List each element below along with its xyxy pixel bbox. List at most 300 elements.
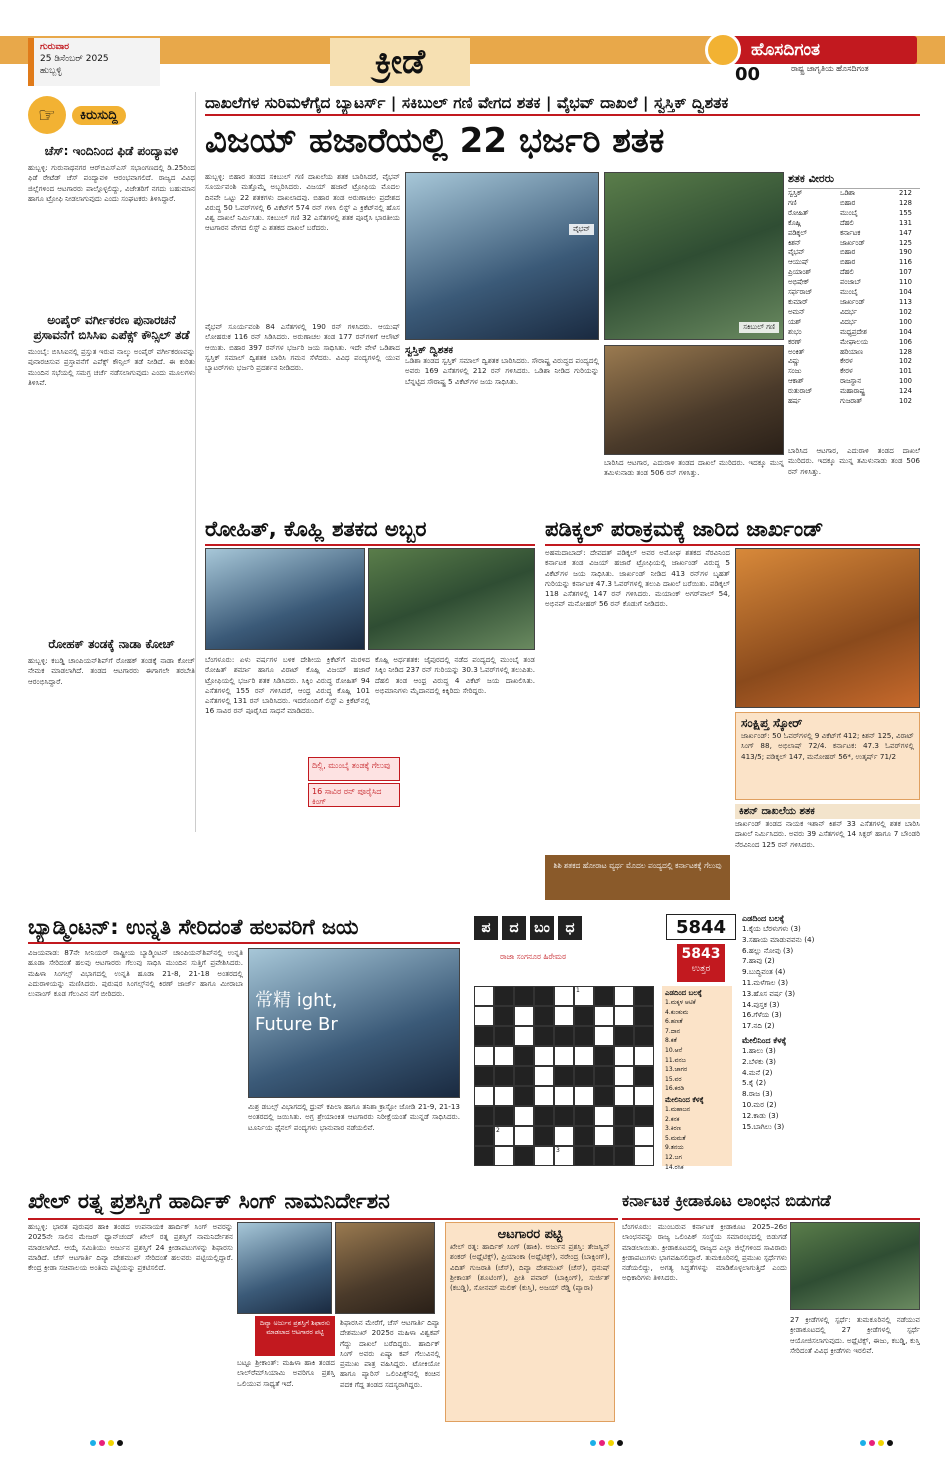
- crossword-black-cell: [554, 1066, 574, 1086]
- brief-title: ಚೆಸ್: ಇಂದಿನಿಂದ ಫಿಡೆ ಪಂದ್ಯಾವಳಿ: [44, 144, 179, 158]
- records-row: [788, 229, 920, 239]
- crossword-black-cell: [574, 1026, 594, 1046]
- crossword-cell[interactable]: [614, 1086, 634, 1106]
- crossword-black-cell: [474, 1146, 494, 1166]
- answers-across-title: ಎಡದಿಂದ ಬಲಕ್ಕೆ: [665, 989, 702, 997]
- crossword-cell[interactable]: [494, 1126, 514, 1146]
- brief-title: ಅಂಪೈರ್ ವರ್ಗೀಕರಣ ಪುನಾರಚನೆ ಪ್ರಸಾವನೆಗೆ ಬಿಸಿಸಿಐ ಎಪೆಕ್ಸ್ ಕೌನ್ಸಿಲ್ ತಡೆ: [33, 313, 190, 342]
- crossword-cell[interactable]: [474, 1006, 494, 1026]
- records-cell: ಕೊಹ್ಲಿ: [788, 218, 802, 227]
- clue-item: 16.ಗೆಳೆಯ (3): [742, 1010, 782, 1020]
- player-list-body: ಖೇಲ್ ರತ್ನ: ಹಾರ್ದಿಕ್ ಸಿಂಗ್ (ಹಾಕಿ). ಅರ್ಜುನ ಪ್ರಶಸ್ತಿ: ತೇಜಸ್ವಿನ್ ಶಂಕರ್ (ಅಥ್ಲೆಟಿಕ್ಸ್), ಪ್ರಿಯಾಂಕಾ (ಅಥ್ಲೆಟಿಕ್ಸ್), ನರೇಂದ್ರ (ಬಾಕ್ಸಿಂಗ್), ವಿದಿತ್ ಗುಜರಾತಿ (ಚೆಸ್), ದಿವ್ಯಾ ದೇಶಮುಖ್ (ಚೆಸ್), ಧನುಷ್ ಶ್ರೀಕಾಂತ್ (ಶೂಟಿಂಗ್), ಪ್ರೀತಿ ಪವಾರ್ (ಬಾಕ್ಸಿಂಗ್), ಸುರ್ಜಿತ್ (ಕಬಡ್ಡಿ), ಸೋನಮ್ ಮಲಿಕ್ (ಕುಸ್ತಿ), ಅಜಯ್ ರೆಡ್ಡಿ (ಪ್ಯಾರಾ): [450, 1242, 610, 1293]
- clue-item: 6.ಹಣತೆ: [665, 1018, 683, 1026]
- records-cell: ವಿದರ್ಭ: [840, 307, 857, 316]
- crossword-title-letter: ದ: [502, 916, 526, 940]
- records-cell: 212: [899, 189, 912, 197]
- records-row: [788, 199, 920, 209]
- clue-item: 12.ಜಗ: [665, 1153, 682, 1161]
- records-cell: ವಿಷ್ಣು: [788, 357, 801, 366]
- records-cell: 100: [899, 377, 912, 386]
- photo-caption: ಸಕಿಬುಲ್ ಗಣಿ: [739, 322, 779, 333]
- crossword-title-letter: ಧ: [558, 916, 582, 940]
- records-cell: 128: [899, 198, 912, 207]
- records-cell: 104: [899, 288, 912, 297]
- records-cell: 113: [899, 297, 912, 306]
- crossword-cell[interactable]: [494, 1086, 514, 1106]
- records-cell: 155: [899, 208, 912, 217]
- records-cell: 101: [899, 367, 912, 376]
- records-row: [788, 308, 920, 318]
- prev-crossword-number: 5843: [681, 946, 721, 962]
- hardik-headline: ಖೇಲ್ ರತ್ನ ಪ್ರಶಸ್ತಿಗೆ ಹಾರ್ದಿಕ್ ಸಿಂಗ್ ನಾಮನಿರ್ದೇಶನ: [28, 1186, 618, 1220]
- player-list-box: [445, 1222, 615, 1422]
- crossword-black-cell: [594, 1066, 614, 1086]
- records-cell: 104: [899, 327, 912, 336]
- badminton-photo: [248, 948, 460, 1098]
- crossword-cell[interactable]: [574, 1046, 594, 1066]
- rohit-body: ಬೆಂಗಳೂರು: ಏಳು ವರ್ಷಗಳ ಬಳಿಕ ದೇಶೀಯ ಕ್ರಿಕೆಟ್‌ಗೆ ಮರಳಿದ ರೋಹಿತ್ ಶರ್ಮಾ ಹಾಗೂ ವಿರಾಟ್ ಕೊಹ್ಲಿ ವಿಜಯ್ ಹಜಾರೆ ಟ್ರೋಫಿಯಲ್ಲಿ ಭರ್ಜರಿ ಶತಕ ಸಿಡಿಸಿದರು. ಸಿಕ್ಕಿಂ ವಿರುದ್ಧ ರೋಹಿತ್ 94 ಎಸೆತಗಳಲ್ಲಿ 155 ರನ್ ಗಳಿಸಿದರೆ, ಆಂಧ್ರ ವಿರುದ್ಧ ಕೊಹ್ಲಿ 101 ಎಸೆತಗಳಲ್ಲಿ 131 ರನ್ ಬಾರಿಸಿದರು. ಇದರೊಂದಿಗೆ ಲಿಸ್ಟ್ ಎ ಕ್ರಿಕೆಟ್‌ನಲ್ಲಿ 16 ಸಾವಿರ ರನ್ ಪೂರೈಸಿದ ಸಾಧನೆ ಮಾಡಿದರು.: [205, 655, 370, 716]
- crossword-black-cell: [574, 1006, 594, 1026]
- crossword-cell[interactable]: [514, 1006, 534, 1026]
- records-cell: ಕರಣ್: [788, 337, 802, 346]
- padikkal-body: ಅಹಮದಾಬಾದ್: ದೇವದತ್ ಪಡಿಕ್ಕಲ್ ಅವರ ಅಮೋಘ ಶತಕದ ನೆರವಿನಿಂದ ಕರ್ನಾಟಕ ತಂಡ ವಿಜಯ್ ಹಜಾರೆ ಟ್ರೋಫಿಯಲ್ಲಿ ಜಾರ್ಖಂಡ್ ವಿರುದ್ಧ 5 ವಿಕೆಟ್‌ಗಳ ಜಯ ಸಾಧಿಸಿತು. ಜಾರ್ಖಂಡ್ ನೀಡಿದ 413 ರನ್‌ಗಳ ಬೃಹತ್ ಗುರಿಯನ್ನು ಕರ್ನಾಟಕ 47.3 ಓವರ್‌ಗಳಲ್ಲಿ ತಲುಪಿ ದಾಖಲೆ ಬರೆಯಿತು. ಪಡಿಕ್ಕಲ್ 118 ಎಸೆತಗಳಲ್ಲಿ 147 ರನ್ ಗಳಿಸಿದರು. ಮಯಾಂಕ್ ಅಗರ್‌ವಾಲ್ 54, ಅಭಿನವ್ ಮನೋಹರ್ 56 ರನ್ ಕೊಡುಗೆ ನೀಡಿದರು.: [545, 548, 730, 609]
- records-cell: ಬಿಹಾರ: [840, 198, 856, 207]
- crossword-cell[interactable]: [634, 1126, 654, 1146]
- rohit-photo: [205, 548, 365, 650]
- brief-title: ರೋಹಕ್ ತಂಡಕ್ಕೆ ನಾಡಾ ಕೋಚ್: [48, 637, 175, 651]
- crossword-cell[interactable]: [634, 1146, 654, 1166]
- records-row: [788, 189, 920, 199]
- padikkal-headline: ಪಡಿಕ್ಕಲ್ ಪರಾಕ್ರಮಕ್ಕೆ ಜಾರಿದ ಜಾರ್ಖಂಡ್: [545, 514, 920, 546]
- crossword-cell[interactable]: [554, 1006, 574, 1026]
- clue-item: 1.ಕೈಯ ಬೆರಳುಗಳು (3): [742, 924, 801, 933]
- records-cell: 147: [899, 228, 912, 237]
- score-box: [735, 712, 920, 800]
- clues-panel: [742, 914, 920, 1180]
- records-row: [788, 239, 920, 249]
- answer-label: ಉತ್ತರ: [691, 964, 711, 974]
- lead-headline: ವಿಜಯ್ ಹಜಾರೆಯಲ್ಲಿ 22 ಭರ್ಜರಿ ಶತಕ: [205, 121, 665, 161]
- crossword-cell[interactable]: [474, 1046, 494, 1066]
- records-cell: ಕರ್ನಾಟಕ: [840, 228, 861, 237]
- crossword-title: [474, 916, 582, 940]
- records-cell: 110: [899, 278, 912, 287]
- crossword-black-cell: [594, 1046, 614, 1066]
- crossword-black-cell: [574, 1126, 594, 1146]
- clue-item: 16.ಕರಡಿ: [665, 1085, 685, 1093]
- answers-panel: [662, 986, 732, 1171]
- crossword-black-cell: [554, 1026, 574, 1046]
- clue-item: 7.ದಾನ: [665, 1027, 681, 1035]
- rohit-headline: ರೋಹಿತ್, ಕೊಹ್ಲಿ ಶತಕದ ಅಬ್ಬರ: [205, 514, 535, 546]
- answers-across: [665, 998, 729, 1094]
- records-cell: ಹರ್ಷ: [788, 397, 801, 406]
- records-cell: ಮಹಾರಾಷ್ಟ್ರ: [840, 387, 865, 396]
- clue-item: 11.ಮಳೆಗಾಲ (3): [742, 977, 789, 987]
- crossword-black-cell: [534, 1006, 554, 1026]
- crossword-cell[interactable]: [634, 1086, 654, 1106]
- badminton-headline: ಬ್ಯಾಡ್ಮಿಂಟನ್: ಉನ್ನತಿ ಸೇರಿದಂತೆ ಹಲವರಿಗೆ ಜಯ: [28, 912, 460, 944]
- records-table: [788, 172, 920, 442]
- badminton-body-2: ಮಿಶ್ರ ಡಬಲ್ಸ್ ವಿಭಾಗದಲ್ಲಿ ಧ್ರುವ್ ಕಪಿಲಾ ಹಾಗೂ ತನಿಶಾ ಕ್ರಾಸ್ಟೋ ಜೋಡಿ 21-9, 21-13 ಅಂತರದಲ್ಲಿ ಜಯಿಸಿತು. ಅಗ್ರ ಶ್ರೇಯಾಂಕಿತ ಆಟಗಾರರು ನಿರೀಕ್ಷೆಯಂತೆ ಮುನ್ನಡೆ ಸಾಧಿಸಿದರು. ಟೂರ್ನಿಯ ಫೈನಲ್ ಪಂದ್ಯಗಳು ಭಾನುವಾರ ನಡೆಯಲಿವೆ.: [248, 1102, 460, 1132]
- records-cell: ಪಡಿಕ್ಕಲ್: [788, 228, 807, 237]
- clue-item: 14.ರಸಿಕ: [665, 1163, 684, 1171]
- records-row: [788, 377, 920, 387]
- paper-name: ಹೊಸದಿಗಂತ: [717, 36, 917, 64]
- padikkal-photo: [735, 548, 920, 708]
- clue-item: 3.ಕಿರಣ: [665, 1125, 681, 1133]
- records-row: [788, 348, 920, 358]
- crossword-black-cell: [494, 1026, 514, 1046]
- crossword-cell[interactable]: [614, 986, 634, 1006]
- records-cell: 190: [899, 248, 912, 257]
- clue-item: 1.ಮಹಾಜನ: [665, 1105, 691, 1113]
- crossword-cell[interactable]: [614, 1046, 634, 1066]
- clue-item: 13.ಜಾಗರ: [665, 1066, 688, 1074]
- crossword-title-letter: ಪ: [474, 916, 498, 940]
- crossword-cell-number: 3: [556, 1147, 560, 1154]
- records-cell: ರಾಜಸ್ಥಾನ: [840, 377, 862, 386]
- crossword-black-cell: [494, 1066, 514, 1086]
- kishan-box: [735, 804, 920, 900]
- crossword-cell[interactable]: [534, 1146, 554, 1166]
- records-row: [788, 248, 920, 258]
- clue-item: 10.ಮರ (2): [742, 1099, 777, 1109]
- records-cell: ಕುಮಾರ್: [788, 297, 808, 306]
- crossword-black-cell: [614, 1026, 634, 1046]
- clue-item: 8.ರಾಜ (3): [742, 1089, 773, 1099]
- records-cell: ಮಧ್ಯಪ್ರದೇಶ: [840, 327, 867, 336]
- swastik-box: [405, 345, 599, 510]
- records-cell: ಕೇರಳ: [840, 367, 853, 376]
- crossword-cell-number: 1: [576, 987, 580, 994]
- vaibhav-photo: [405, 172, 599, 340]
- records-note: ಬಾರಿಸಿದ ಆಟಗಾರ, ಎದುರಾಳಿ ತಂಡದ ದಾಖಲೆ ಮುರಿದರು. ಇದಕ್ಕೂ ಮುನ್ನ ತಮಿಳುನಾಡು ತಂಡ 506 ರನ್ ಗಳಿಸಿತ್ತು.: [788, 446, 920, 476]
- crossword-black-cell: [594, 986, 614, 1006]
- crossword-black-cell: [514, 1086, 534, 1106]
- records-cell: ದೆಹಲಿ: [840, 218, 854, 227]
- pointing-hand-icon: ☞: [28, 96, 66, 134]
- crossword-cell[interactable]: [554, 1086, 574, 1106]
- crossword-black-cell: [634, 1006, 654, 1026]
- records-cell: ರುತುರಾಜ್: [788, 387, 813, 396]
- records-row: [788, 338, 920, 348]
- clue-item: 9.ತನಯ: [665, 1144, 684, 1152]
- clue-item: 17.ನದಿ (2): [742, 1021, 775, 1031]
- lead-caption-body: ಬಾರಿಸಿದ ಆಟಗಾರ, ಎದುರಾಳಿ ತಂಡದ ದಾಖಲೆ ಮುರಿದರು. ಇದಕ್ಕೂ ಮುನ್ನ ತಮಿಳುನಾಡು ತಂಡ 506 ರನ್ ಗಳಿಸಿತ್ತು.: [604, 458, 784, 478]
- records-cell: 125: [899, 238, 912, 247]
- crossword-section: [470, 912, 920, 1182]
- crossword-cell[interactable]: [534, 1046, 554, 1066]
- karnataka-headline: ಕರ್ನಾಟಕ ಕ್ರೀಡಾಕೂಟ ಲಾಂಛನ ಬಿಡುಗಡೆ: [622, 1186, 920, 1220]
- hardik-body-2: ಶಿಫಾರಸಿನ ಮೇರೆಗೆ, ಚೆಸ್ ಆಟಗಾರ್ತಿ ದಿವ್ಯಾ ದೇಶಮುಖ್ 2025ರ ಮಹಿಳಾ ವಿಶ್ವಕಪ್ ಗೆದ್ದು ದಾಖಲೆ ಬರೆದಿದ್ದರು. ಹಾರ್ದಿಕ್ ಸಿಂಗ್ ಅವರು ಏಷ್ಯಾ ಕಪ್ ಗೆಲುವಿನಲ್ಲಿ ಪ್ರಮುಖ ಪಾತ್ರ ವಹಿಸಿದ್ದರು. ಟೋಕಿಯೋ ಹಾಗೂ ಪ್ಯಾರಿಸ್ ಒಲಿಂಪಿಕ್ಸ್‌ನಲ್ಲಿ ಕಂಚಿನ ಪದಕ ಗೆದ್ದ ತಂಡದ ಸದಸ್ಯರಾಗಿದ್ದರು.: [340, 1318, 440, 1389]
- registration-dots: [590, 1440, 623, 1446]
- hardik-photo: [237, 1222, 332, 1314]
- records-row: [788, 318, 920, 328]
- clue-item: 11.ವನಜ: [665, 1056, 686, 1064]
- crossword-black-cell: [634, 1066, 654, 1086]
- crossword-cell[interactable]: [534, 1086, 554, 1106]
- crossword-number: 5844: [666, 914, 736, 940]
- list-badge: ದಿವ್ಯಾ ಅರ್ಜುನ ಪ್ರಶಸ್ತಿಗೆ ಶಿಫಾರಸು ಮಾಡಲಾದ ಆಟಗಾರರ ಪಟ್ಟಿ: [255, 1316, 335, 1356]
- clue-item: 10.ಆನೆ: [665, 1046, 683, 1054]
- karnataka-body-2: 27 ಕ್ರೀಡೆಗಳಲ್ಲಿ ಸ್ಪರ್ಧೆ: ತುಮಕೂರಿನಲ್ಲಿ ನಡೆಯುವ ಕ್ರೀಡಾಕೂಟದಲ್ಲಿ 27 ಕ್ರೀಡೆಗಳಲ್ಲಿ ಸ್ಪರ್ಧೆ ಆಯೋಜಿಸಲಾಗುವುದು. ಅಥ್ಲೆಟಿಕ್ಸ್, ಈಜು, ಕಬಡ್ಡಿ, ಕುಸ್ತಿ ಸೇರಿದಂತೆ ವಿವಿಧ ಕ್ರೀಡೆಗಳು ಇರಲಿವೆ.: [790, 1315, 920, 1355]
- records-row: [788, 357, 920, 367]
- masthead-logo: [705, 30, 920, 88]
- records-title: ಶತಕ ವೀರರು: [788, 172, 920, 189]
- crossword-black-cell: [534, 1126, 554, 1146]
- registration-dots: [90, 1440, 123, 1446]
- header-city: ಹುಬ್ಬಳ್ಳಿ: [40, 66, 62, 76]
- clue-item: 15.ವರ: [665, 1075, 682, 1083]
- crossword-cell[interactable]: [594, 1006, 614, 1026]
- records-cell: ಗಣಿ: [788, 198, 797, 207]
- crossword-black-cell: [574, 1066, 594, 1086]
- records-cell: ಮುಂಬೈ: [840, 288, 858, 297]
- crossword-black-cell: [594, 1086, 614, 1106]
- records-cell: ಸರ್ಫರಾಜ್: [788, 288, 813, 297]
- records-cell: ಸಂಜು: [788, 367, 802, 376]
- records-cell: 102: [899, 397, 912, 406]
- clue-item: 13.ಹೊಸ ವರ್ಷ (3): [742, 988, 796, 998]
- badminton-body: ವಿಜಯವಾಡ: 87ನೇ ಸೀನಿಯರ್ ರಾಷ್ಟ್ರೀಯ ಬ್ಯಾಡ್ಮಿಂಟನ್ ಚಾಂಪಿಯನ್‌ಶಿಪ್‌ನಲ್ಲಿ ಉನ್ನತಿ ಹೂಡಾ ಸೇರಿದಂತೆ ಹಲವು ಆಟಗಾರರು ಗೆಲುವು ಸಾಧಿಸಿ ಮುಂದಿನ ಸುತ್ತಿಗೆ ಪ್ರವೇಶಿಸಿದರು. ಮಹಿಳಾ ಸಿಂಗಲ್ಸ್ ವಿಭಾಗದಲ್ಲಿ ಉನ್ನತಿ ಹೂಡಾ 21-8, 21-18 ಅಂತರದಲ್ಲಿ ಎದುರಾಳಿಯನ್ನು ಮಣಿಸಿದರು. ಪುರುಷರ ಸಿಂಗಲ್ಸ್‌ನಲ್ಲಿ ಕಿರಣ್ ಜಾರ್ಜ್ ಹಾಗೂ ಮೀರಾಬಾ ಲುವಾಂಗ್ ಕೂಡ ಗೆಲುವಿನ ನಗೆ ಬೀರಿದರು.: [28, 948, 243, 999]
- crossword-cell[interactable]: [474, 1086, 494, 1106]
- brief-body: ಹುಬ್ಬಳ್ಳಿ: ಕಬಡ್ಡಿ ಚಾಂಪಿಯನ್‌ಶಿಪ್‌ಗೆ ರೋಹಕ್ ತಂಡಕ್ಕೆ ನಾಡಾ ಕೋಚ್ ನೇಮಕ ಮಾಡಲಾಗಿದೆ. ತಂಡದ ಆಟಗಾರರು ಈಗಾಗಲೇ ತರಬೇತಿ ಆರಂಭಿಸಿದ್ದಾರೆ.: [28, 656, 195, 686]
- records-row: [788, 397, 920, 407]
- crossword-title-letter: ಬಂ: [530, 916, 554, 940]
- brief-body: ಹುಬ್ಬಳ್ಳಿ: ಗುರುನಾಥನಗರ ಆರ್‌ಬಿಎಸ್‌ಎಸ್‌ ಸಭಾಂಗಣದಲ್ಲಿ ಡಿ.25ರಿಂದ ಫಿಡೆ ರೇಟೆಡ್ ಚೆಸ್ ಪಂದ್ಯಾವಳಿ ಆರಂಭವಾಗಲಿದೆ. ರಾಜ್ಯದ ವಿವಿಧ ಜಿಲ್ಲೆಗಳಿಂದ ಆಟಗಾರರು ಪಾಲ್ಗೊಳ್ಳಲಿದ್ದು, ವಿಜೇತರಿಗೆ ನಗದು ಬಹುಮಾನ ಹಾಗೂ ಟ್ರೋಫಿ ನೀಡಲಾಗುವುದು ಎಂದು ಸಂಘಟಕರು ತಿಳಿಸಿದ್ದಾರೆ.: [28, 163, 195, 203]
- clue-item: 2.ಕನಕ: [665, 1115, 680, 1123]
- clue-item: 12.ಕಾಡು (3): [742, 1110, 779, 1120]
- records-cell: 128: [899, 347, 912, 356]
- kohli-photo: [368, 548, 535, 650]
- records-cell: ಅಭಿಷೇಕ್: [788, 278, 810, 287]
- crossword-cell[interactable]: [494, 1046, 514, 1066]
- records-rows: [788, 189, 920, 407]
- crossword-cell[interactable]: [514, 1106, 534, 1126]
- kiru-suddi-header: [28, 92, 195, 138]
- registration-dots: [860, 1440, 893, 1446]
- records-row: [788, 258, 920, 268]
- records-row: [788, 278, 920, 288]
- crossword-black-cell: [474, 1066, 494, 1086]
- crossword-cell[interactable]: [554, 1126, 574, 1146]
- records-row: [788, 387, 920, 397]
- rohit-highlight: 16 ಸಾವಿರ ರನ್ ಪೂರೈಸಿದ ಕಿಂಗ್: [308, 783, 400, 807]
- records-cell: ದೆಹಲಿ: [840, 268, 854, 277]
- crossword-black-cell: [614, 1106, 634, 1126]
- kiru-suddi-column: [28, 92, 196, 832]
- crossword-black-cell: [494, 986, 514, 1006]
- karnataka-body: ಬೆಂಗಳೂರು: ಮುಂಬರುವ ಕರ್ನಾಟಕ ಕ್ರೀಡಾಕೂಟ 2025–26ರ ಲಾಂಛನವನ್ನು ರಾಜ್ಯ ಒಲಿಂಪಿಕ್ ಸಂಸ್ಥೆಯ ಸಮಾರಂಭದಲ್ಲಿ ಬಿಡುಗಡೆ ಮಾಡಲಾಯಿತು. ಕ್ರೀಡಾಕೂಟದಲ್ಲಿ ರಾಜ್ಯದ ಎಲ್ಲಾ ಜಿಲ್ಲೆಗಳಿಂದ ಸಾವಿರಾರು ಕ್ರೀಡಾಪಟುಗಳು ಭಾಗವಹಿಸಲಿದ್ದಾರೆ. ತುಮಕೂರಿನಲ್ಲಿ ಪ್ರಮುಖ ಸ್ಪರ್ಧೆಗಳು ನಡೆಯಲಿದ್ದು, ಅಗತ್ಯ ಸಿದ್ಧತೆಗಳನ್ನು ಮಾಡಿಕೊಳ್ಳಲಾಗುತ್ತಿದೆ ಎಂದು ಅಧಿಕಾರಿಗಳು ತಿಳಿಸಿದರು.: [622, 1222, 787, 1283]
- photo-backdrop-text: 常精 ight, Future Br: [255, 990, 338, 1035]
- crossword-black-cell: [534, 1026, 554, 1046]
- crossword-black-cell: [514, 1046, 534, 1066]
- kishan-title: ಕಿಶನ್ ದಾಖಲೆಯ ಶತಕ: [735, 804, 920, 819]
- records-cell: ಪ್ರಿಯಾಂಶ್: [788, 268, 812, 277]
- header-dateline: [28, 38, 160, 86]
- paper-tagline: ರಾಷ್ಟ್ರ ಜಾಗೃತಿಯ ಹೊಸದಿಗಂತ: [791, 64, 869, 73]
- kiru-suddi-label: ಕಿರುಸುದ್ದಿ: [72, 106, 126, 125]
- clue-item: 5.ಕೈ (2): [742, 1078, 767, 1088]
- header-day: ಗುರುವಾರ: [40, 42, 70, 52]
- crossword-setter: ರಾಜಾ ಸಂಗನೂರ ಹಿರೇಮಠ: [500, 952, 567, 961]
- records-cell: ಯಶ್: [788, 317, 802, 326]
- clue-item: 9.ಬುದ್ಧಿವಂತ (4): [742, 967, 786, 977]
- page-header: [0, 0, 945, 88]
- records-cell: ಹರಿಯಾಣ: [840, 347, 863, 356]
- clue-item: 2.ಬೆಳಕು (3): [742, 1056, 776, 1066]
- records-row: [788, 268, 920, 278]
- crossword-cell[interactable]: [534, 1066, 554, 1086]
- lead-strapline: ದಾಖಲೆಗಳ ಸುರಿಮಳೆಗೈದ ಬ್ಯಾಟರ್ಸ್ | ಸಕಿಬುಲ್ ಗಣಿ ವೇಗದ ಶತಕ | ವೈಭವ್ ದಾಖಲೆ | ಸ್ವಸ್ತಿಕ್ ದ್ವಿಶತಕ: [205, 92, 920, 116]
- hardik-footer: ಬಟ್ಟೂ ಶ್ರೀಕಾಂತ್: ಮಹಿಳಾ ಹಾಕಿ ತಂಡದ ಲಾಲ್‌ರೆಮ್‌ಸಿಯಾಮಿ ಅವರಿಗೂ ಪ್ರಶಸ್ತಿ ಒಲಿಯುವ ಸಾಧ್ಯತೆ ಇದೆ.: [237, 1358, 335, 1388]
- header-date: 25 ಡಿಸೆಂಬರ್ 2025: [40, 54, 109, 64]
- crossword-cell[interactable]: [574, 986, 594, 1006]
- kishan-body: ಜಾರ್ಖಂಡ್ ತಂಡದ ನಾಯಕ ಇಶಾನ್ ಕಿಶನ್ 33 ಎಸೆತಗಳಲ್ಲಿ ಶತಕ ಬಾರಿಸಿ ದಾಖಲೆ ನಿರ್ಮಿಸಿದರು. ಅವರು 39 ಎಸೆತಗಳಲ್ಲಿ 14 ಸಿಕ್ಸರ್ ಹಾಗೂ 7 ಬೌಂಡರಿ ನೆರವಿನಿಂದ 125 ರನ್ ಗಳಿಸಿದರು.: [735, 819, 920, 849]
- swastik-title: ಸ್ವಸ್ತಿಕ್ ದ್ವಿಶತಕ: [405, 345, 454, 356]
- clue-item: 4.ಕುಂಕುಮ: [665, 1008, 689, 1016]
- clue-item: 14.ಪುಸ್ತಕ (3): [742, 999, 780, 1009]
- crossword-grid: [474, 986, 654, 1166]
- records-row: [788, 219, 920, 229]
- clues-across: [742, 924, 920, 1032]
- clues-down: [742, 1046, 920, 1132]
- crossword-cell[interactable]: [554, 1146, 574, 1166]
- crossword-cell[interactable]: [554, 986, 574, 1006]
- crossword-black-cell: [514, 1066, 534, 1086]
- records-cell: 107: [899, 268, 912, 277]
- records-cell: ಆಯುಷ್: [788, 258, 809, 267]
- player-list-title: ಆಟಗಾರರ ಪಟ್ಟಿ: [497, 1227, 563, 1242]
- records-cell: ವಿದರ್ಭ: [840, 317, 857, 326]
- crossword-black-cell: [494, 1006, 514, 1026]
- crossword-cell[interactable]: [474, 986, 494, 1006]
- records-cell: ಕೇರಳ: [840, 357, 853, 366]
- answers-down: [665, 1105, 729, 1172]
- clue-item: 15.ಬಾಗಿಲು (3): [742, 1121, 785, 1131]
- crossword-cell[interactable]: [614, 1006, 634, 1026]
- crossword-black-cell: [514, 986, 534, 1006]
- divya-photo: [335, 1222, 435, 1314]
- crossword-black-cell: [574, 1106, 594, 1126]
- crossword-black-cell: [514, 1146, 534, 1166]
- crossword-cell[interactable]: [614, 1066, 634, 1086]
- crossword-cell[interactable]: [514, 1126, 534, 1146]
- photo-caption: ವೈಭವ್: [569, 224, 594, 235]
- crossword-cell[interactable]: [594, 1106, 614, 1126]
- rohit-highlight: ದಿಲ್ಲಿ, ಮುಂಬೈ ತಂಡಕ್ಕೆ ಗೆಲುವು: [308, 757, 400, 781]
- records-cell: ಆಕಾಶ್: [788, 377, 804, 386]
- hardik-body: ಹುಬ್ಬಳ್ಳಿ: ಭಾರತ ಪುರುಷರ ಹಾಕಿ ತಂಡದ ಉಪನಾಯಕ ಹಾರ್ದಿಕ್ ಸಿಂಗ್ ಅವರನ್ನು 2025ನೇ ಸಾಲಿನ ಮೇಜರ್ ಧ್ಯಾನ್‌ಚಂದ್ ಖೇಲ್ ರತ್ನ ಪ್ರಶಸ್ತಿಗೆ ನಾಮನಿರ್ದೇಶನ ಮಾಡಲಾಗಿದೆ. ಆಯ್ಕೆ ಸಮಿತಿಯು ಅರ್ಜುನ ಪ್ರಶಸ್ತಿಗೆ 24 ಕ್ರೀಡಾಪಟುಗಳನ್ನು ಶಿಫಾರಸು ಮಾಡಿದೆ. ಚೆಸ್ ಆಟಗಾರ್ತಿ ದಿವ್ಯಾ ದೇಶಮುಖ್ ಸೇರಿದಂತೆ ಹಲವರು ಪಟ್ಟಿಯಲ್ಲಿದ್ದಾರೆ. ಕೇಂದ್ರ ಕ್ರೀಡಾ ಸಚಿವಾಲಯ ಅಂತಿಮ ಪಟ್ಟಿಯನ್ನು ಪ್ರಕಟಿಸಲಿದೆ.: [28, 1222, 233, 1273]
- records-cell: ಶುಭಂ: [788, 327, 802, 336]
- clue-item: 5.ಮಮತೆ: [665, 1134, 686, 1142]
- clue-item: 6.ಹಲ್ಲು ನೋವು (3): [742, 945, 794, 955]
- crossword-black-cell: [634, 1106, 654, 1126]
- clues-across-title: ಎಡದಿಂದ ಬಲಕ್ಕೆ: [742, 914, 785, 923]
- records-row: [788, 367, 920, 377]
- crossword-cell[interactable]: [494, 1146, 514, 1166]
- records-cell: ಅಂಕಿತ್: [788, 347, 805, 356]
- prev-answer-box: [677, 944, 725, 982]
- clue-item: 3.ಸಹಾಯ ಮಾಡುವವನು (4): [742, 934, 815, 944]
- clue-item: 1.ಮಕ್ಕಳ ಆಟಿಕೆ: [665, 999, 696, 1006]
- section-title: ಕ್ರೀಡೆ: [330, 38, 470, 86]
- crossword-black-cell: [634, 986, 654, 1006]
- lead-body: ವೈಭವ್ ಸೂರ್ಯವಂಶಿ 84 ಎಸೆತಗಳಲ್ಲಿ 190 ರನ್ ಗಳಿಸಿದರು. ಆಯುಷ್ ಲೋಹರುಕ 116 ರನ್ ಸಿಡಿಸಿದರು. ಅರುಣಾಚಲ ತಂಡ 177 ರನ್‌ಗಳಿಗೆ ಆಲೌಟ್ ಆಯಿತು. ಬಿಹಾರ 397 ರನ್‌ಗಳ ಭರ್ಜರಿ ಜಯ ಸಾಧಿಸಿತು. ಇದೇ ವೇಳೆ ಒಡಿಶಾದ ಸ್ವಸ್ತಿಕ್ ಸಮಾಲ್ ದ್ವಿಶತಕ ಬಾರಿಸಿ ಗಮನ ಸೆಳೆದರು. ವಿವಿಧ ಪಂದ್ಯಗಳಲ್ಲಿ ಯುವ ಬ್ಯಾಟರ್‌ಗಳು ಭರ್ಜರಿ ಪ್ರದರ್ಶನ ನೀಡಿದರು.: [205, 322, 400, 373]
- brief-body: ಮುಂಬೈ: ಬಿಸಿಸಿಐನಲ್ಲಿ ಪ್ರಸ್ತುತ ಇರುವ ನಾಲ್ಕು ಅಂಪೈರ್ ವರ್ಗೀಕರಣವನ್ನು ಪುನಾರಚಿಸುವ ಪ್ರಸ್ತಾವನೆಗೆ ಎಪೆಕ್ಸ್ ಕೌನ್ಸಿಲ್ ತಡೆ ನೀಡಿದೆ. ಈ ಕುರಿತು ಮುಂದಿನ ಸಭೆಯಲ್ಲಿ ಸಮಗ್ರ ಚರ್ಚೆ ನಡೆಸಲಾಗುವುದು ಎಂದು ಮೂಲಗಳು ತಿಳಿಸಿವೆ.: [28, 347, 195, 387]
- padikkal-photo-caption: ಶಿಶಿ ಶತಕದ ಹೋರಾಟ ವ್ಯರ್ಥ ಮೊದಲ ಪಂದ್ಯದಲ್ಲಿ ಕರ್ನಾಟಕಕ್ಕೆ ಗೆಲುವು: [545, 855, 730, 900]
- records-cell: ಬಿಹಾರ: [840, 248, 856, 257]
- swastik-body: ಒಡಿಶಾ ತಂಡದ ಸ್ವಸ್ತಿಕ್ ಸಮಾಲ್ ದ್ವಿಶತಕ ಬಾರಿಸಿದರು. ಸೌರಾಷ್ಟ್ರ ವಿರುದ್ಧದ ಪಂದ್ಯದಲ್ಲಿ ಅವರು 169 ಎಸೆತಗಳಲ್ಲಿ 212 ರನ್ ಗಳಿಸಿದರು. ಒಡಿಶಾ ನೀಡಿದ ಗುರಿಯನ್ನು ಬೆನ್ನಟ್ಟಿದ ಸೌರಾಷ್ಟ್ರ 5 ವಿಕೆಟ್‌ಗಳ ಜಯ ಸಾಧಿಸಿತು.: [405, 356, 599, 386]
- records-cell: ಸ್ವಸ್ತಿಕ್: [788, 189, 803, 197]
- records-cell: ವೈಭವ್: [788, 248, 805, 257]
- logo-emblem-icon: [705, 32, 741, 68]
- records-cell: 131: [899, 218, 912, 227]
- crossword-black-cell: [534, 1106, 554, 1126]
- crossword-black-cell: [574, 1146, 594, 1166]
- crossword-black-cell: [614, 1146, 634, 1166]
- clue-item: 7.ಹಾವು (2): [742, 956, 775, 966]
- crossword-cell[interactable]: [554, 1046, 574, 1066]
- score-body: ಜಾರ್ಖಂಡ್: 50 ಓವರ್‌ಗಳಲ್ಲಿ 9 ವಿಕೆಟ್‌ಗೆ 412; ಕಿಶನ್ 125, ವಿರಾಟ್ ಸಿಂಗ್ 88, ಅಭಿಲಾಷ್ 72/4. ಕರ್ನಾಟಕ: 47.3 ಓವರ್‌ಗಳಲ್ಲಿ 413/5; ಪಡಿಕ್ಕಲ್ 147, ಮನೋಹರ್ 56*, ಉತ್ಕರ್ಷ್ 71/2: [741, 731, 914, 761]
- crossword-black-cell: [474, 1126, 494, 1146]
- records-row: [788, 288, 920, 298]
- clue-item: 1.ಹಾಲು (3): [742, 1045, 776, 1055]
- clue-item: 4.ಮನೆ (2): [742, 1067, 773, 1077]
- crossword-cell[interactable]: [574, 1086, 594, 1106]
- crossword-cell[interactable]: [634, 1046, 654, 1066]
- crossword-black-cell: [594, 1146, 614, 1166]
- records-cell: 102: [899, 307, 912, 316]
- crossword-cell[interactable]: [594, 1126, 614, 1146]
- records-cell: 124: [899, 387, 912, 396]
- crossword-black-cell: [534, 986, 554, 1006]
- crossword-cell-number: 2: [496, 1127, 500, 1134]
- clues-down-title: ಮೇಲಿನಿಂದ ಕೆಳಕ್ಕೆ: [742, 1035, 787, 1045]
- records-cell: 102: [899, 357, 912, 366]
- page-number: 00: [735, 64, 761, 85]
- records-row: [788, 209, 920, 219]
- records-cell: ಬಿಹಾರ: [840, 258, 856, 267]
- sakibul-photo: [604, 172, 784, 340]
- crossword-cell[interactable]: [594, 1026, 614, 1046]
- swastik-photo: [604, 345, 784, 455]
- records-cell: ಅಮನ್: [788, 307, 805, 316]
- crossword-black-cell: [474, 1106, 494, 1126]
- records-cell: 106: [899, 337, 912, 346]
- records-cell: ಜಾರ್ಖಂಡ್: [840, 297, 865, 306]
- records-row: [788, 298, 920, 308]
- records-cell: 116: [899, 258, 912, 267]
- clue-item: 8.ಕತೆ: [665, 1037, 677, 1045]
- crossword-black-cell: [614, 1126, 634, 1146]
- records-row: [788, 328, 920, 338]
- records-cell: ಗುಜರಾತ್: [840, 397, 863, 406]
- records-cell: ಕಿಶನ್: [788, 238, 801, 247]
- crossword-black-cell: [634, 1026, 654, 1046]
- logo-launch-photo: [790, 1222, 920, 1310]
- rohit-body-2: ಕೊಹ್ಲಿ ಅರ್ಧಶತಕ: ಜೈಪುರದಲ್ಲಿ ನಡೆದ ಪಂದ್ಯದಲ್ಲಿ ಮುಂಬೈ ತಂಡ ಸಿಕ್ಕಿಂ ನೀಡಿದ 237 ರನ್ ಗುರಿಯನ್ನು 30.3 ಓವರ್‌ಗಳಲ್ಲಿ ತಲುಪಿತು. ದೆಹಲಿ ತಂಡ ಆಂಧ್ರ ವಿರುದ್ಧ 4 ವಿಕೆಟ್ ಜಯ ದಾಖಲಿಸಿತು. ಅಭಿಮಾನಿಗಳು ಮೈದಾನದಲ್ಲಿ ಕಿಕ್ಕಿರಿದು ಸೇರಿದ್ದರು.: [375, 655, 535, 695]
- crossword-black-cell: [494, 1106, 514, 1126]
- lead-body: ಹುಬ್ಬಳ್ಳಿ: ಬಿಹಾರ ತಂಡದ ಸಕಿಬುಲ್ ಗಣಿ ದಾಖಲೆಯ ಶತಕ ಬಾರಿಸಿದರೆ, ವೈಭವ್ ಸೂರ್ಯವಂಶಿ ಮತ್ತೊಮ್ಮೆ ಅಬ್ಬರಿಸಿದರು. ವಿಜಯ್ ಹಜಾರೆ ಟ್ರೋಫಿಯ ಮೊದಲ ದಿನವೇ ಒಟ್ಟು 22 ಶತಕಗಳು ದಾಖಲಾದವು. ಬಿಹಾರ ತಂಡ ಅರುಣಾಚಲ ಪ್ರದೇಶದ ವಿರುದ್ಧ 50 ಓವರ್‌ಗಳಲ್ಲಿ 6 ವಿಕೆಟ್‌ಗೆ 574 ರನ್ ಗಳಿಸಿ ಲಿಸ್ಟ್ ಎ ಕ್ರಿಕೆಟ್‌ನಲ್ಲಿ ಹೊಸ ವಿಶ್ವ ದಾಖಲೆ ನಿರ್ಮಿಸಿತು. ಸಕಿಬುಲ್ ಗಣಿ 32 ಎಸೆತಗಳಲ್ಲಿ ಶತಕ ಪೂರೈಸಿ ಭಾರತೀಯ ಆಟಗಾರನ ವೇಗದ ಲಿಸ್ಟ್ ಎ ಶತಕದ ದಾಖಲೆ ಬರೆದರು.: [205, 172, 400, 233]
- crossword-cell[interactable]: [514, 1026, 534, 1046]
- records-cell: ಜಾರ್ಖಂಡ್: [840, 238, 865, 247]
- score-title: ಸಂಕ್ಷಿಪ್ತ ಸ್ಕೋರ್: [741, 716, 803, 730]
- crossword-black-cell: [474, 1026, 494, 1046]
- records-cell: ಮೇಘಾಲಯ: [840, 337, 868, 346]
- records-cell: 100: [899, 317, 912, 326]
